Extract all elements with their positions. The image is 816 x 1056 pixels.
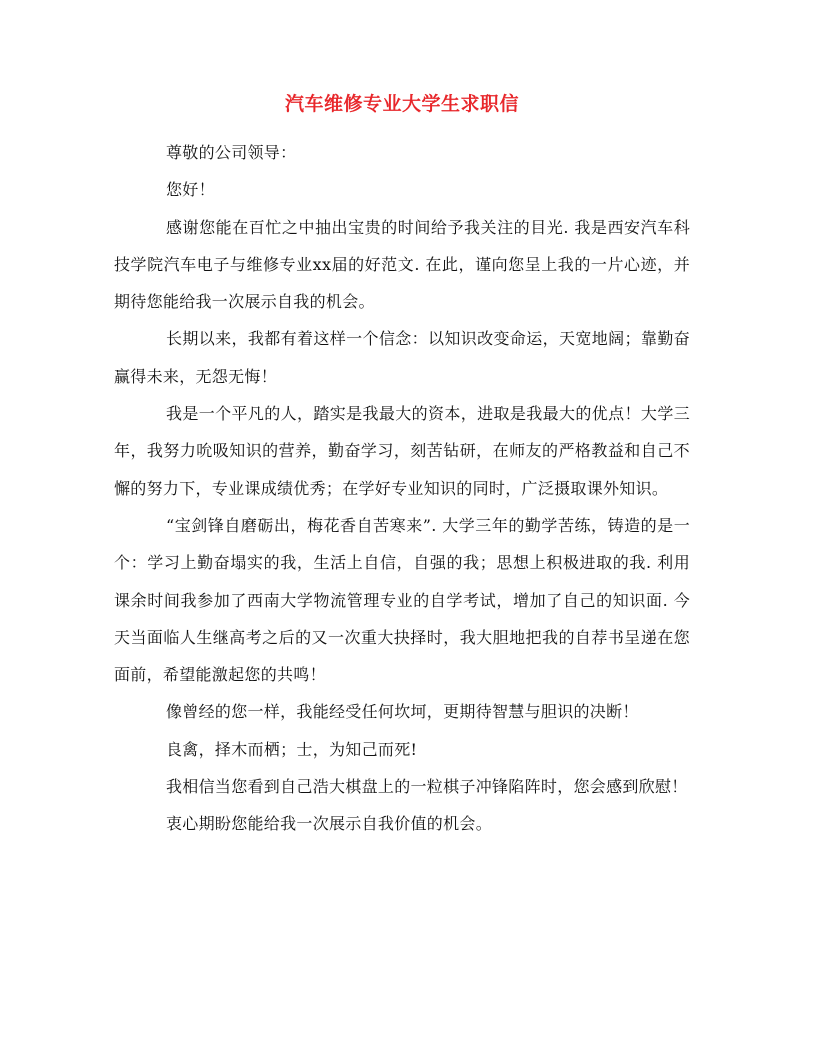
paragraph-confidence: 我相信当您看到自己浩大棋盘上的一粒棋子冲锋陷阵时，您会感到欣慰！ bbox=[166, 777, 688, 797]
greeting: 您好！ bbox=[166, 180, 215, 200]
salutation: 尊敬的公司领导： bbox=[166, 143, 297, 162]
paragraph-intro: 感谢您能在百忙之中抽出宝贵的时间给予我关注的目光. 我是西安汽车科技学院汽车电子与维修专业xx届的好范文. 在此，谨向您呈上我的一片心迹，并期待您能给我一次展示自我的机会。 bbox=[114, 217, 690, 312]
paragraph-proverb: 良禽，择木而栖；士，为知己而死! bbox=[166, 739, 418, 759]
paragraph-belief: 长期以来，我都有着这样一个信念：以知识改变命运，天宽地阔；靠勤奋赢得未来，无怨无悔！ bbox=[114, 329, 690, 386]
paragraph-self-description: 我是一个平凡的人，踏实是我最大的资本，进取是我最大的优点！大学三年，我努力吮吸知识的营养，勤奋学习，刻苦钻研，在师友的严格教益和自己不懈的努力下，专业课成绩优秀；在学好专业知识的同时，广泛摄取课外知识。 bbox=[114, 404, 690, 498]
paragraph-determination: 像曾经的您一样，我能经受任何坎坷，更期待智慧与胆识的决断！ bbox=[166, 702, 639, 722]
paragraph-closing: 衷心期盼您能给我一次展示自我价值的机会。 bbox=[166, 814, 493, 834]
document-page bbox=[114, 92, 690, 843]
document-title: 汽车维修专业大学生求职信 bbox=[284, 93, 519, 115]
paragraph-study-experience: “宝剑锋自磨砺出，梅花香自苦寒来”. 大学三年的勤学苦练，铸造的是一个：学习上勤奋塌实的我，生活上自信，自强的我；思想上积极进取的我. 利用课余时间我参加了西南大学物流管理专业的自学考试，增加了自己的知识面. 今天当面临人生继高考之后的又一次重大抉择时，我大胆地把我的自荐书呈递在您面前，希望能激起您的共鸣！ bbox=[114, 515, 690, 685]
